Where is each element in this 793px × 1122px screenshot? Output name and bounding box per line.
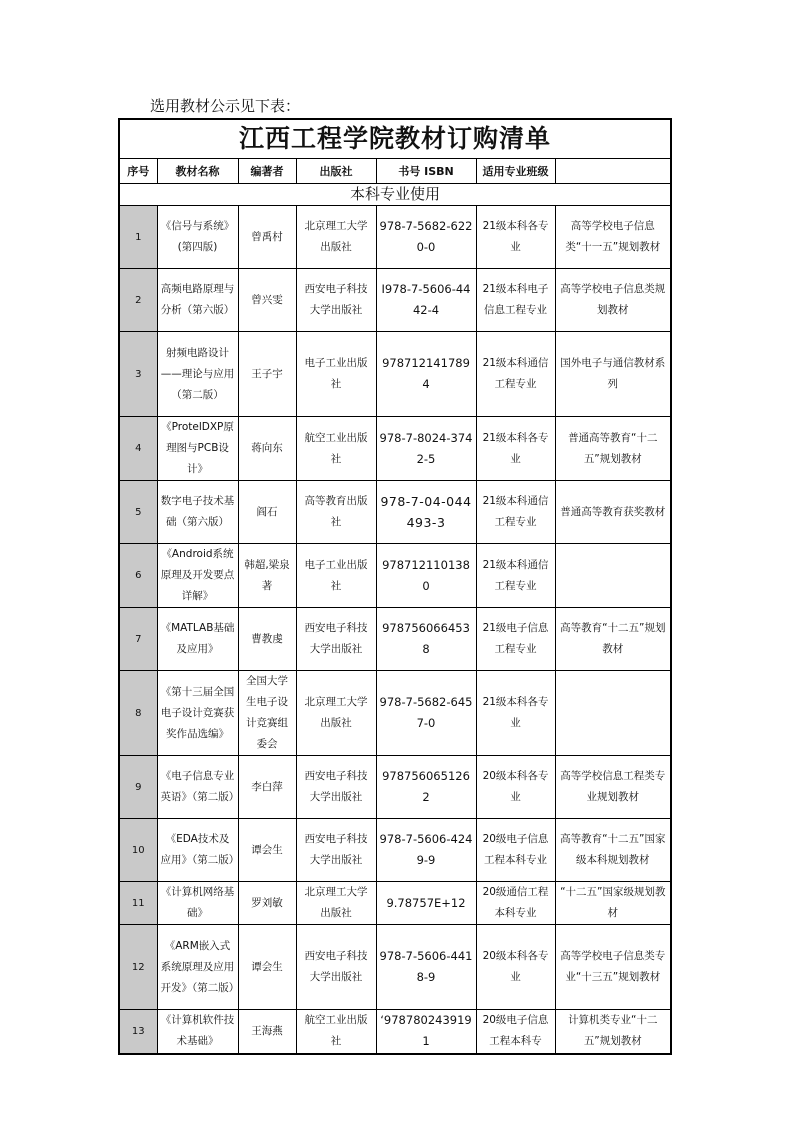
- book-isbn: I978-7-5606-4442-4: [376, 269, 476, 332]
- table-row: [119, 819, 671, 882]
- book-isbn: 9787560651262: [376, 756, 476, 819]
- book-title: 《ProtelDXP原理图与PCB设计》: [157, 417, 238, 481]
- book-publisher: 西安电子科技大学出版社: [296, 819, 376, 882]
- table-row: [119, 417, 671, 481]
- book-title: 《计算机网络基础》: [157, 882, 238, 925]
- book-isbn: 9787560664538: [376, 608, 476, 671]
- book-author: 韩超,梁泉著: [238, 544, 296, 608]
- applicable-classes: 21级本科通信工程专业: [476, 544, 555, 608]
- header-isbn: 书号 ISBN: [376, 159, 476, 184]
- book-author: 曹教虔: [238, 608, 296, 671]
- intro-text: 选用教材公示见下表：: [150, 97, 301, 115]
- book-title: 《Android系统原理及开发要点详解》: [157, 544, 238, 608]
- table-row: [119, 206, 671, 269]
- book-author: 全国大学生电子设计竞赛组委会: [238, 671, 296, 756]
- applicable-classes: 21级本科通信工程专业: [476, 481, 555, 544]
- table-body: [119, 206, 671, 1054]
- book-title: 《EDA技术及应用》（第二版）: [157, 819, 238, 882]
- header-classes: 适用专业班级: [476, 159, 555, 184]
- header-note: [555, 159, 671, 184]
- book-title: 《电子信息专业英语》（第二版）: [157, 756, 238, 819]
- applicable-classes: 21级本科各专业: [476, 671, 555, 756]
- section-label: 本科专业使用: [119, 184, 671, 206]
- textbook-category: [555, 544, 671, 608]
- row-number: 12: [119, 925, 157, 1010]
- book-publisher: 电子工业出版社: [296, 544, 376, 608]
- row-number: 5: [119, 481, 157, 544]
- book-title: 《计算机软件技术基础》: [157, 1010, 238, 1054]
- book-author: 阎石: [238, 481, 296, 544]
- textbook-order-table: [118, 118, 672, 1055]
- header-publisher: 出版社: [296, 159, 376, 184]
- table-row: [119, 756, 671, 819]
- book-author: 谭会生: [238, 925, 296, 1010]
- applicable-classes: 20级通信工程本科专业: [476, 882, 555, 925]
- header-no: 序号: [119, 159, 157, 184]
- book-author: 王海燕: [238, 1010, 296, 1054]
- row-number: 10: [119, 819, 157, 882]
- book-publisher: 西安电子科技大学出版社: [296, 608, 376, 671]
- textbook-category: 高等学校电子信息类专业“十三五”规划教材: [555, 925, 671, 1010]
- book-title: 《ARM嵌入式系统原理及应用开发》（第二版）: [157, 925, 238, 1010]
- textbook-category: 计算机类专业“十二五”规划教材: [555, 1010, 671, 1054]
- header-author: 编著者: [238, 159, 296, 184]
- book-publisher: 航空工业出版社: [296, 417, 376, 481]
- table-row: [119, 608, 671, 671]
- book-publisher: 西安电子科技大学出版社: [296, 925, 376, 1010]
- book-author: 蒋向东: [238, 417, 296, 481]
- applicable-classes: 20级本科各专业: [476, 756, 555, 819]
- applicable-classes: 20级电子信息工程本科专业: [476, 819, 555, 882]
- book-isbn: 9.78757E+12: [376, 882, 476, 925]
- applicable-classes: 21级本科各专业: [476, 417, 555, 481]
- applicable-classes: 21级本科电子信息工程专业: [476, 269, 555, 332]
- book-publisher: 电子工业出版社: [296, 332, 376, 417]
- book-isbn: 978-7-8024-3742-5: [376, 417, 476, 481]
- table-row: [119, 882, 671, 925]
- row-number: 8: [119, 671, 157, 756]
- book-isbn: 9787121101380: [376, 544, 476, 608]
- textbook-category: 高等教育“十二五”规划教材: [555, 608, 671, 671]
- book-title: 高频电路原理与分析（第六版）: [157, 269, 238, 332]
- textbook-category: 普通高等教育获奖教材: [555, 481, 671, 544]
- book-isbn: 978-7-5682-6457-0: [376, 671, 476, 756]
- book-isbn: 978-7-04-044493-3: [376, 481, 476, 544]
- applicable-classes: 21级本科各专业: [476, 206, 555, 269]
- applicable-classes: 21级电子信息工程专业: [476, 608, 555, 671]
- table-row: [119, 269, 671, 332]
- header-row: [119, 159, 671, 184]
- book-author: 李白萍: [238, 756, 296, 819]
- book-isbn: 978-7-5682-6220-0: [376, 206, 476, 269]
- table-row: [119, 671, 671, 756]
- book-title: 《MATLAB基础及应用》: [157, 608, 238, 671]
- table-row: [119, 332, 671, 417]
- textbook-category: “十二五”国家级规划教材: [555, 882, 671, 925]
- header-name: 教材名称: [157, 159, 238, 184]
- book-author: 罗刘敏: [238, 882, 296, 925]
- textbook-category: 高等教育“十二五”国家级本科规划教材: [555, 819, 671, 882]
- book-publisher: 航空工业出版社: [296, 1010, 376, 1054]
- book-isbn: 9787121417894: [376, 332, 476, 417]
- textbook-category: 高等学校电子信息类规划教材: [555, 269, 671, 332]
- book-publisher: 西安电子科技大学出版社: [296, 269, 376, 332]
- row-number: 7: [119, 608, 157, 671]
- row-number: 4: [119, 417, 157, 481]
- book-publisher: 高等教育出版社: [296, 481, 376, 544]
- book-author: 曾禹村: [238, 206, 296, 269]
- row-number: 2: [119, 269, 157, 332]
- book-title: 数字电子技术基础（第六版）: [157, 481, 238, 544]
- textbook-category: 高等学校信息工程类专业规划教材: [555, 756, 671, 819]
- book-title: 《第十三届全国电子设计竞赛获奖作品选编》: [157, 671, 238, 756]
- book-author: 王子宇: [238, 332, 296, 417]
- book-author: 曾兴雯: [238, 269, 296, 332]
- book-title: 射频电路设计——理论与应用（第二版）: [157, 332, 238, 417]
- row-number: 11: [119, 882, 157, 925]
- applicable-classes: 20级本科各专业: [476, 925, 555, 1010]
- book-publisher: 北京理工大学出版社: [296, 671, 376, 756]
- textbook-category: 高等学校电子信息类“十一五”规划教材: [555, 206, 671, 269]
- row-number: 13: [119, 1010, 157, 1054]
- applicable-classes: 20级电子信息工程本科专: [476, 1010, 555, 1054]
- table-title: 江西工程学院教材订购清单: [119, 119, 671, 159]
- row-number: 9: [119, 756, 157, 819]
- row-number: 1: [119, 206, 157, 269]
- textbook-category: 普通高等教育“十二五”规划教材: [555, 417, 671, 481]
- book-isbn: 978-7-5606-4418-9: [376, 925, 476, 1010]
- book-publisher: 北京理工大学出版社: [296, 882, 376, 925]
- book-publisher: 北京理工大学出版社: [296, 206, 376, 269]
- row-number: 3: [119, 332, 157, 417]
- book-publisher: 西安电子科技大学出版社: [296, 756, 376, 819]
- textbook-category: [555, 671, 671, 756]
- textbook-category: 国外电子与通信教材系列: [555, 332, 671, 417]
- table-row: [119, 481, 671, 544]
- applicable-classes: 21级本科通信工程专业: [476, 332, 555, 417]
- table-row: [119, 544, 671, 608]
- row-number: 6: [119, 544, 157, 608]
- book-isbn: 978-7-5606-4249-9: [376, 819, 476, 882]
- book-isbn: ‘9787802439191: [376, 1010, 476, 1054]
- table-row: [119, 1010, 671, 1054]
- book-title: 《信号与系统》(第四版): [157, 206, 238, 269]
- table-row: [119, 925, 671, 1010]
- book-author: 谭会生: [238, 819, 296, 882]
